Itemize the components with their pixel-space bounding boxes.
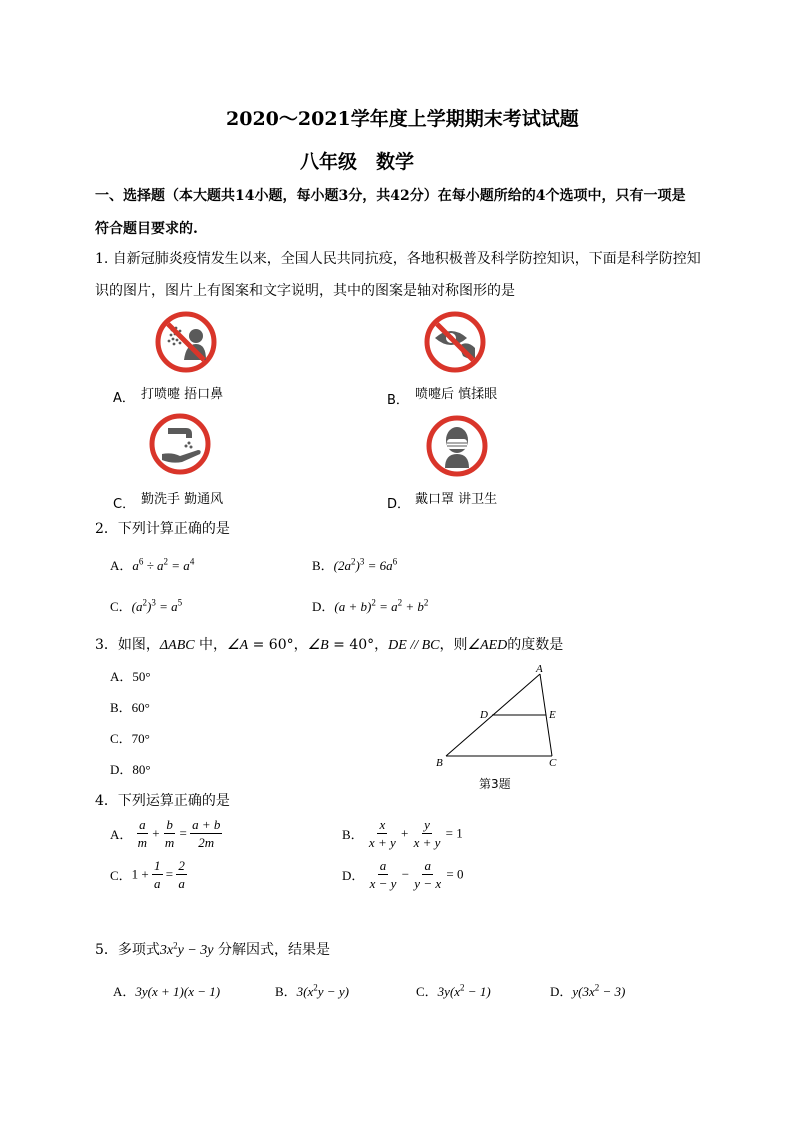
q3-option-a: A．50°: [110, 669, 151, 684]
q3-option-b: B．60°: [110, 700, 150, 715]
q4-option-d: D． $\frac{a}{x - y}$ − $\frac{a}{y - x}$ = 0: [342, 858, 464, 891]
q3-option-c: C．70°: [110, 731, 150, 746]
label-a: A: [536, 663, 543, 675]
q1-text: 1. 自新冠肺炎疫情发生以来，全国人民共同抗疫，各地积极普及科学防控知识，下面是科学防控知: [95, 251, 701, 267]
no-eye-rub-icon: [423, 310, 487, 378]
figure-caption: 第3题: [479, 777, 511, 791]
q2-option-d: D．$(a + b)^2 = a^2 + b^2$: [312, 597, 429, 614]
q5-option-b: B．$3(x^2y - y)$: [275, 982, 349, 999]
label-c: C: [549, 757, 557, 769]
q2-option-a: A．$a^6 \div a^2 = a^4$: [110, 556, 195, 573]
face-mask-icon: [425, 414, 489, 482]
section-heading: 一、选择题（本大题共14小题，每小题3分，共42分）在每小题所给的4个选项中，只有一项是: [95, 188, 686, 204]
q2-option-c: C．$(a^2)^3 = a^5$: [110, 597, 183, 614]
q5-text: 5．多项式$3x^2y - 3y$ 分解因式，结果是: [95, 940, 330, 958]
q3-text: 3．如图，ΔABC 中，∠A = 60°，∠B = 40°，DE // BC，则∠AED的度数是: [95, 637, 564, 653]
label-d: D: [480, 709, 488, 721]
label-e: E: [549, 709, 556, 721]
q1-option-d-caption: 戴口罩 讲卫生: [415, 492, 498, 507]
q5-option-d: D．$y(3x^2 - 3)$: [550, 982, 626, 999]
no-sneeze-icon: [154, 310, 218, 378]
q5-option-a: A．3y(x + 1)(x − 1): [113, 984, 221, 999]
q1-option-c-letter: C．: [113, 497, 136, 512]
q1-option-b-caption: 喷嚏后 慎揉眼: [415, 387, 498, 402]
q1-option-a-caption: 打喷嚏 捂口鼻: [141, 387, 224, 402]
section-heading-cont: 符合题目要求的.: [95, 221, 198, 237]
q4-option-a: A． $\frac{a}{m}$ + $\frac{b}{m}$ = $\frac{a + b}{2m}$: [110, 817, 221, 850]
q1-option-c-caption: 勤洗手 勤通风: [141, 492, 224, 507]
label-b: B: [436, 757, 443, 769]
q1-text-cont: 识的图片，图片上有图案和文字说明，其中的图案是轴对称图形的是: [95, 283, 515, 299]
q2-text: 2．下列计算正确的是: [95, 521, 230, 537]
q3-option-d: D．80°: [110, 762, 151, 777]
q1-option-b-letter: B．: [387, 393, 409, 408]
q1-option-d-letter: D．: [387, 497, 411, 512]
q4-text: 4．下列运算正确的是: [95, 793, 230, 809]
q1-option-a-letter: A．: [113, 391, 135, 406]
q2-option-b: B．$(2a^2)^3 = 6a^6$: [312, 556, 398, 573]
q4-option-c: C．1 + $\frac{1}{a}$ = $\frac{2}{a}$: [110, 858, 185, 891]
page-subtitle: 八年级 数学: [300, 151, 415, 173]
hand-wash-icon: [148, 412, 212, 480]
q5-option-c: C．$3y(x^2 - 1)$: [416, 982, 491, 999]
q4-option-b: B． $\frac{x}{x + y}$ + $\frac{y}{x + y}$ = 1: [342, 817, 463, 850]
page-title: 2020～2021学年度上学期期末考试试题: [226, 108, 579, 130]
triangle-figure: [430, 660, 570, 784]
